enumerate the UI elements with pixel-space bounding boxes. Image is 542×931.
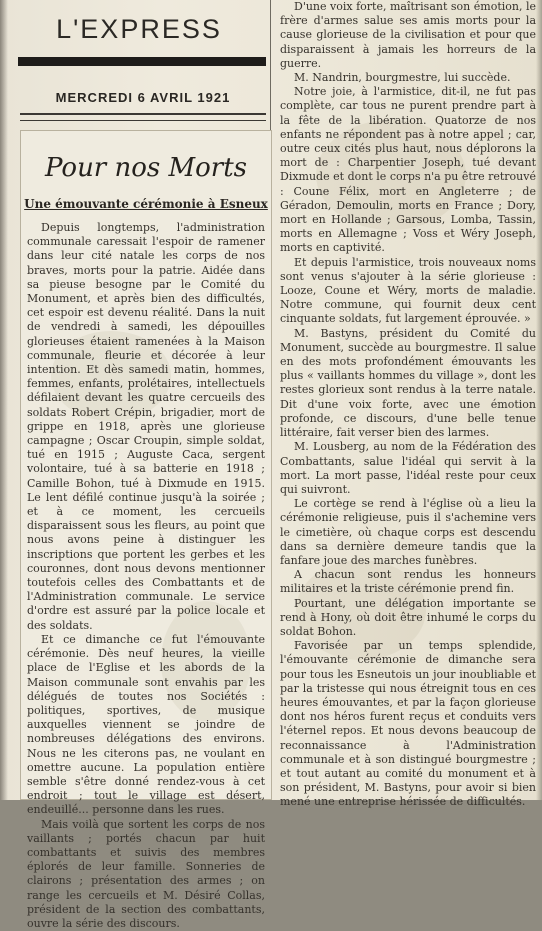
article-paragraph: Le cortège se rend à l'église où a lieu la cérémonie religieuse, puis il s'achemine vers le cimetière, où chaque corps est descendu dans sa dernière demeure tandis que la fanfare joue des marches funèbres. xyxy=(280,497,536,567)
article-paragraph: Pourtant, une délégation importante se rend à Hony, où doit être inhumé le corps du soldat Bohon. xyxy=(280,596,536,638)
article-paragraph: M. Bastyns, président du Comité du Monument, succède au bourgmestre. Il salue en des mots profondément émouvants les plus « vaillants hommes du village », dont les restes glorieux sont rendus à la terre natale. Dit d'une voix forte, avec une émotion profonde, ce discours, d'une belle tenue littéraire, fait verser bien des larmes. xyxy=(280,326,536,440)
article-headline: Pour nos Morts xyxy=(44,153,248,183)
article-body-right xyxy=(280,0,536,809)
article-paragraph: Et depuis l'armistice, trois nouveaux noms sont venus s'ajouter à la série glorieuse : Looze, Coune et Wéry, morts de maladie. Notre commune, qui fournit deux cent cinquante soldats, fut largement éprouvée. » xyxy=(280,255,536,326)
article-subheadline: Une émouvante cérémonie à Esneux xyxy=(24,197,268,211)
dateline: MERCREDI 6 AVRIL 1921 xyxy=(55,90,231,105)
dateline-rule-thick xyxy=(20,113,266,115)
newspaper-name: L'EXPRESS xyxy=(56,14,222,44)
left-column xyxy=(8,0,271,930)
article-paragraph: M. Nandrin, bourgmestre, lui succède. xyxy=(294,71,511,85)
page-shadow-right xyxy=(536,0,542,800)
article-paragraph: Notre joie, à l'armistice, dit-il, ne fut pas complète, car tous ne purent prendre part à la fête de la libération. Quatorze de nos enfants ne répondent pas à notre appel ; car, outre ceux cités plus haut, nous déplorons la mort de : Charpentier Joseph, tué devant Dixmude et dont le corps n'a pu être retrouvé : Coune Félix, mort en Angleterre ; de Géradon, Demoulin, morts en France ; Dory, mort en Hollande ; Garsous, Lomba, Tassin, morts en Allemagne ; Voss et Wéry Joseph, morts en captivité. xyxy=(280,85,536,255)
article-paragraph: A chacun sont rendus les honneurs militaires et la triste cérémonie prend fin. xyxy=(280,568,536,596)
article-paragraph: Et ce dimanche ce fut l'émouvante cérémonie. Dès neuf heures, la vieille place de l'Eglise et les abords de la Maison communale sont envahis par les délégués de toutes nos Sociétés : politiques, sportives, de musique auxquelles viennent se joindre de nombreuses délégations des environs. Nous ne les citerons pas, ne voulant en omettre aucune. La population entière semble s'être donné rendez-vous à cet endroit ; tout le village est désert, endeuillé... personne dans les rues. xyxy=(27,632,265,817)
right-column xyxy=(276,0,538,809)
article-paragraph: M. Lousberg, au nom de la Fédération des Combattants, salue l'idéal qui servit à la mort. La mort passe, l'idéal reste pour ceux qui suivront. xyxy=(280,440,536,496)
article-clipping xyxy=(20,130,272,930)
page-shadow-left xyxy=(0,0,8,800)
article-paragraph: Favorisée par un temps splendide, l'émouvante cérémonie de dimanche sera pour tous les Esneutois un jour inoubliable et par la tristesse qui nous étreignit tous en ces heures émouvantes, et par la façon glorieuse dont nos héros furent reçus et conduits vers l'éternel repos. Et nous devons beaucoup de reconnaissance à l'Administration communale et à son distingué bourgmestre ; et tout autant au comité du monument et à son président, M. Bastyns, pour avoir si bien mené une entreprise hérissée de difficultés. xyxy=(280,639,536,809)
masthead-rule xyxy=(18,57,266,66)
article-body-left xyxy=(27,221,265,930)
article-paragraph: D'une voix forte, maîtrisant son émotion, le frère d'armes salue ses amis morts pour la cause glorieuse de la civilisation et pour que disparaissent à jamais les horreurs de la guerre. xyxy=(280,0,536,70)
article-paragraph: Depuis longtemps, l'administration communale caressait l'espoir de ramener dans leur cité natale les corps de nos braves, morts pour la patrie. Aidée dans sa pieuse besogne par le Comité du Monument, et après bien des difficultés, cet espoir est devenu réalité. Dans la nuit de vendredi à samedi, les dépouilles glorieuses étaient ramenées à la Maison communale, fleurie et décorée à leur intention. Et dès samedi matin, hommes, femmes, enfants, prolétaires, intellectuels défilaient devant les quatre cercueils des soldats Robert Crépin, brigadier, mort de grippe en 1918, après une glorieuse campagne ; Oscar Croupin, simple soldat, tué en 1915 ; Auguste Caca, sergent volontaire, tué à sa batterie en 1918 ; Camille Bohon, tué à Dixmude en 1915. Le lent défilé continue jusqu'à la soirée ; et à ce moment, les cercueils disparaissent sous les fleurs, au point que nous avons peine à distinguer les inscriptions que portent les gerbes et les couronnes, dont nous devons mentionner toutefois celles des Combattants et de l'Administration communale. Le service d'ordre est assuré par la police locale et des soldats. xyxy=(27,221,265,632)
dateline-rule-thin xyxy=(20,120,266,121)
article-paragraph: Mais voilà que sortent les corps de nos vaillants ; portés chacun par huit combattants et suivis des membres éplorés de leur famille. Sonneries de clairons ; présentation des armes ; on range les cercueils et M. Désiré Collas, président de la section des combattants, ouvre la série des discours. xyxy=(27,817,265,930)
masthead xyxy=(8,0,270,60)
